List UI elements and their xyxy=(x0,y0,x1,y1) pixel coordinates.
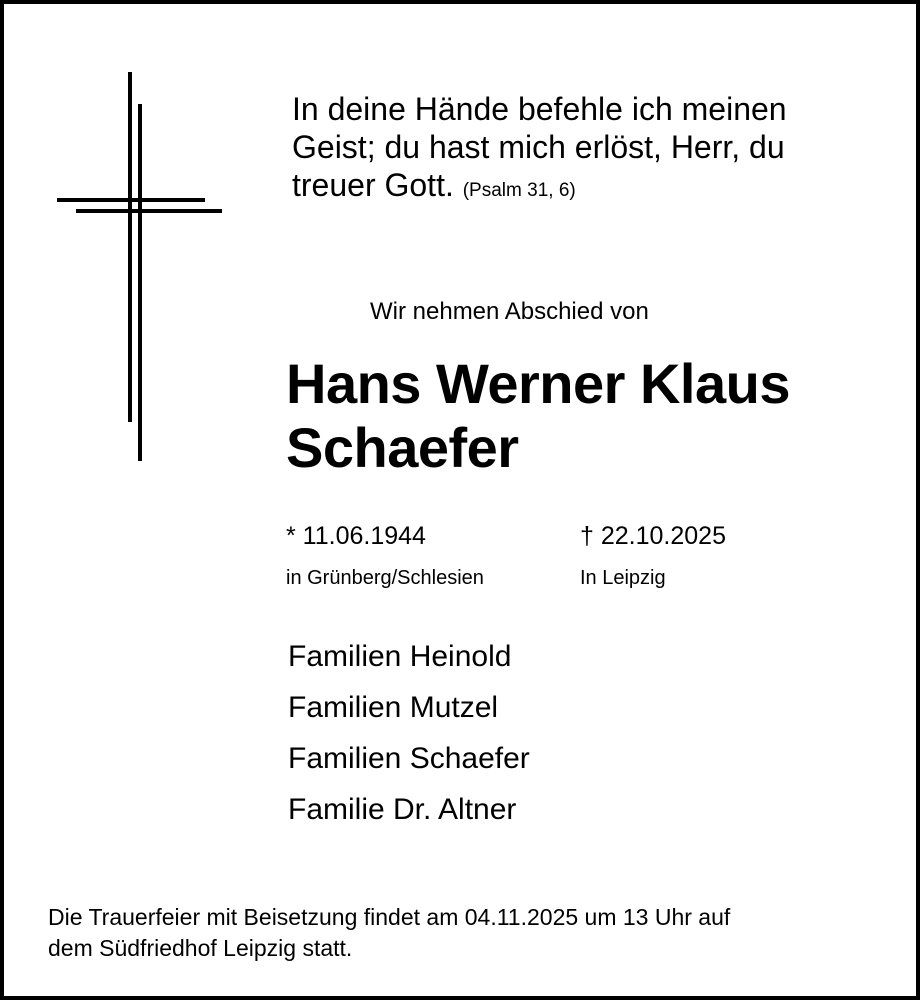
verse-line: Geist; du hast mich erlöst, Herr, du xyxy=(292,129,785,165)
birth-date: * 11.06.1944 xyxy=(286,522,426,550)
family-name: Familien Mutzel xyxy=(288,691,499,724)
mourning-families xyxy=(288,631,530,835)
cross-vertical-beam xyxy=(128,72,132,422)
funeral-notice xyxy=(48,902,888,964)
family-name: Familien Heinold xyxy=(288,640,512,673)
funeral-notice-line: dem Südfriedhof Leipzig statt. xyxy=(48,935,353,961)
cross-horizontal-beam xyxy=(57,198,205,202)
deceased-name-line1: Hans Werner Klaus xyxy=(286,352,790,415)
farewell-intro: Wir nehmen Abschied von xyxy=(370,298,649,325)
verse-reference: (Psalm 31, 6) xyxy=(462,180,576,201)
verse-line-text: treuer Gott. xyxy=(292,167,454,203)
deceased-name-line2: Schaefer xyxy=(286,416,519,479)
verse-line: In deine Hände befehle ich meinen xyxy=(292,91,787,127)
family-name: Familien Schaefer xyxy=(288,742,530,775)
family-name: Familie Dr. Altner xyxy=(288,793,517,826)
death-place: In Leipzig xyxy=(580,567,666,589)
funeral-notice-line: Die Trauerfeier mit Beisetzung findet am 04.11.2025 um 13 Uhr auf xyxy=(48,904,731,930)
deceased-name xyxy=(286,352,790,480)
cross-icon xyxy=(4,4,244,484)
bible-verse xyxy=(292,90,787,210)
cross-vertical-beam-shadow xyxy=(138,104,142,461)
cross-horizontal-beam-shadow xyxy=(76,209,222,213)
birth-place: in Grünberg/Schlesien xyxy=(286,567,484,589)
death-date: † 22.10.2025 xyxy=(580,522,726,550)
verse-line-last xyxy=(292,166,787,210)
